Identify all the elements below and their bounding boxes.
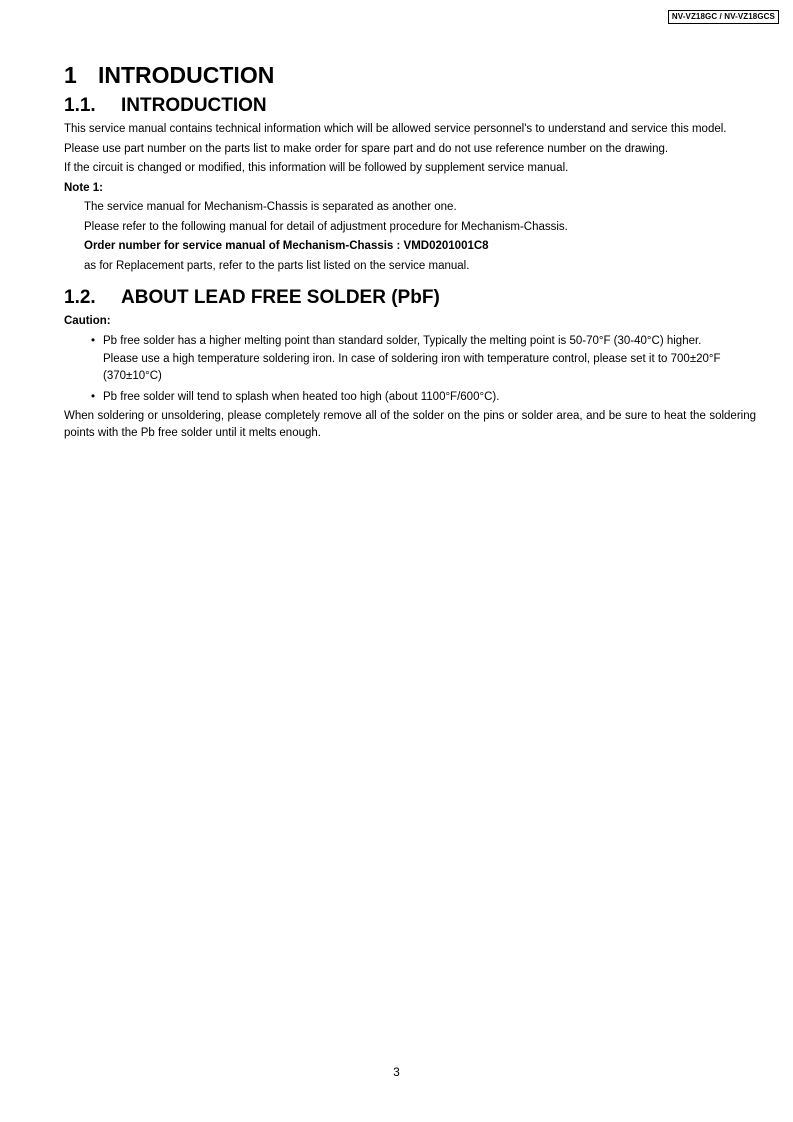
intro-paragraph-2: Please use part number on the parts list to make order for spare part and do not use reference number on the drawing. [64,142,669,155]
list-item [91,332,756,352]
replacement-parts-line: as for Replacement parts, refer to the parts list listed on the service manual. [84,259,470,272]
bullet-icon: • [91,334,96,347]
page-content [64,58,756,442]
note-label: Note 1: [64,181,103,194]
bullet-text-1: Pb free solder has a higher melting point than standard solder, Typically the melting point is 50-70°F (30-40°C) higher. [103,334,702,347]
note-line-2: Please refer to the following manual for detail of adjustment procedure for Mechanism-Chassis. [84,220,568,233]
section-2-heading [64,284,756,312]
section-1-heading [64,92,756,120]
bullet-continuation: Please use a high temperature soldering iron. In case of soldering iron with temperature control, please set it to 700±20°F (370±10°C) [103,353,721,382]
page-number: 3 [393,1065,400,1079]
caution-list-2 [64,388,756,408]
intro-paragraph-3: If the circuit is changed or modified, this information will be followed by supplement service manual. [64,162,569,174]
order-number-line: Order number for service manual of Mechanism-Chassis : VMD0201001C8 [84,240,489,252]
model-number-box: NV-VZ18GC / NV-VZ18GCS [668,10,779,24]
list-item [91,388,756,408]
section-1-number: 1.1. [64,95,96,116]
intro-paragraph-1: This service manual contains technical information which will be allowed service personnel's to understand and service this model. [64,123,727,135]
section-2-number: 1.2. [64,287,96,308]
chapter-number: 1 [64,62,77,88]
note-line-1: The service manual for Mechanism-Chassis is separated as another one. [84,201,457,213]
caution-label: Caution: [64,315,111,327]
closing-paragraph: When soldering or unsoldering, please completely remove all of the solder on the pins or solder area, and be sure to heat the soldering points with the Pb free solder until it melts enough. [64,409,756,439]
chapter-title [64,58,756,92]
caution-list [64,332,756,352]
chapter-title-text: INTRODUCTION [98,62,275,88]
bullet-icon: • [91,391,96,403]
section-2-title: ABOUT LEAD FREE SOLDER (PbF) [121,287,440,308]
bullet-text-2: Pb free solder will tend to splash when heated too high (about 1100°F/600°C). [103,391,500,403]
section-1-title: INTRODUCTION [121,95,267,116]
